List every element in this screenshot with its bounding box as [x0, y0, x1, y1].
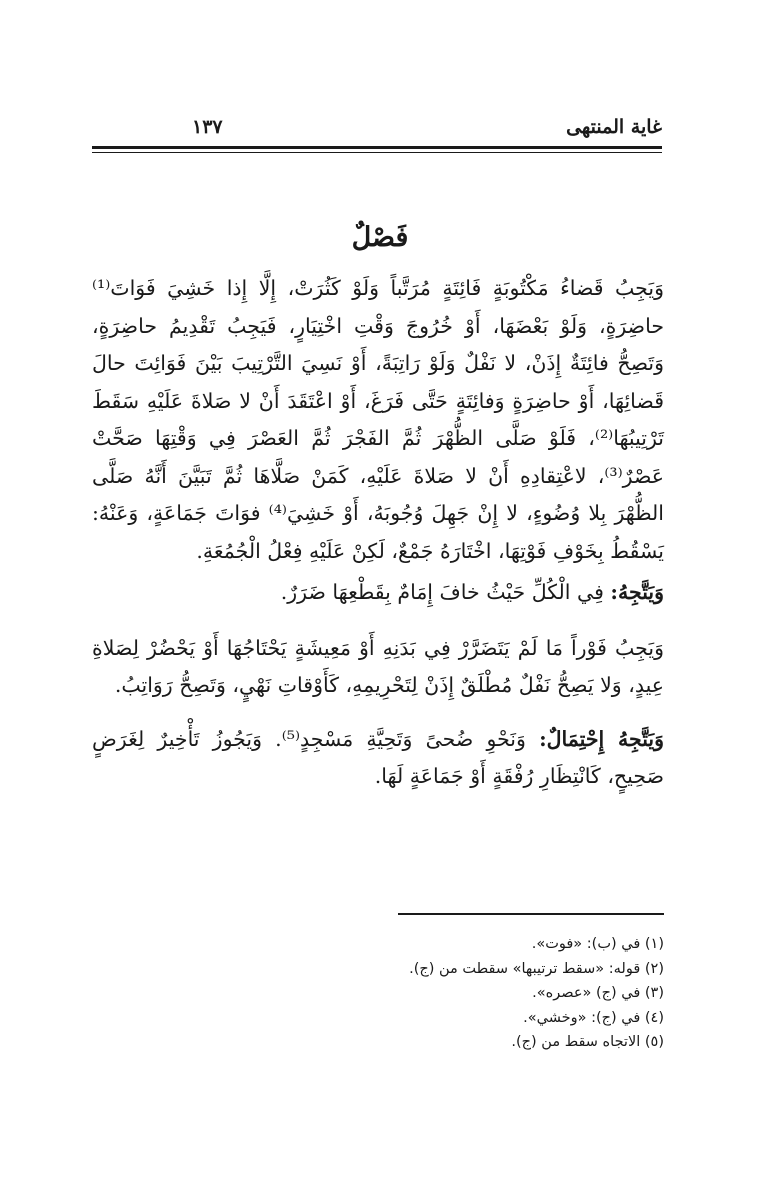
- paragraph-2-text: فِي الْكُلِّ حَيْثُ خافَ إِمَامٌ بِقَطْعِهَا ضَرَرٌ.: [280, 580, 611, 604]
- paragraph-4-lead: وَيَتَّجِهُ إِحْتِمَالٌ:: [539, 726, 665, 751]
- footnote: (١) في (ب): «فوت».: [531, 936, 664, 952]
- footnotes: [92, 932, 664, 1055]
- paragraph-2: [92, 574, 664, 612]
- header-rule-thick: [92, 146, 662, 149]
- footnote: (٥) الاتجاه سقط من (ج).: [511, 1034, 664, 1050]
- footnote: (٤) في (ج): «وخشي».: [523, 1009, 664, 1026]
- footnote: (٢) قوله: «سقط ترتيبها» سقطت من (ج).: [409, 960, 664, 977]
- paragraph-1: وَيَجِبُ قَضاءُ مَكْتُوبَةٍ فَائِتَةٍ مُرَتَّباً وَلَوْ كَثُرَتْ، إِلَّا إِذا خَشِيَ فَوَاتَ⁽¹⁾ حاضِرَةٍ، وَلَوْ بَعْضَهَا، أَوْ خُرُوجَ وَقْتِ اخْتِيَارٍ، فَيَجِبُ تَقْدِيمُ حاضِرَةٍ، وَتَصِحُّ فائِتَةٌ إِذَنْ، لا نَفْلٌ وَلَوْ رَاتِبَةً، أَوْ نَسِيَ التَّرْتِيبَ بَيْنَ فَوَائِتَ حالَ قَضائِهَا، أَوْ حاضِرَةٍ وَفائِتَةٍ حَتَّى فَرَغَ، أَوْ اعْتَقَدَ أَنْ لا صَلاةَ عَلَيْهِ سَقَطَ تَرْتِيبُهَا⁽²⁾، فَلَوْ صَلَّى الظُّهْرَ ثُمَّ الفَجْرَ ثُمَّ العَصْرَ فِي وَقْتِهَا صَحَّتْ عَصْرٌ⁽³⁾، لاعْتِقادِهِ أَنْ لا صَلاةَ عَلَيْهِ، كَمَنْ صَلَّاهَا ثُمَّ تَبَيَّنَ أَنَّهُ صَلَّى الظُّهْرَ بِلا وُضُوءٍ، لا إِنْ جَهِلَ وُجُوبَهُ، أَوْ خَشِيَ⁽⁴⁾ فوَاتَ جَمَاعَةٍ، وَعَنْهُ: يَسْقُطُ بِخَوْفِ فَوْتِهَا، اخْتَارَهُ جَمْعٌ، لَكِنْ عَلَيْهِ فِعْلُ الْجُمُعَةِ.: [92, 276, 664, 563]
- footnote-separator: [398, 913, 664, 915]
- footnote: (٣) في (ج) «عصره».: [532, 985, 664, 1001]
- paragraph-4-text: وَنَحْوِ ضُحىً وَتَحِيَّةِ مَسْجِدٍ⁽⁵⁾. وَيَجُوزُ تَأْخِيرٌ لِغَرَضٍ صَحِيحٍ، كَانْتِظَارِ رُفْقَةٍ أَوْ جَمَاعَةٍ لَهَا.: [92, 726, 664, 788]
- paragraph-2-lead: وَيَتَّجِهُ:: [610, 580, 664, 604]
- paragraph-3: وَيَجِبُ فَوْراً مَا لَمْ يَتَضَرَّرْ فِي بَدَنِهِ أَوْ مَعِيشَةٍ يَحْتَاجُهَا أَوْ يَحْضُرْ لِصَلاةِ عِيدٍ، وَلا يَصِحُّ نَفْلٌ مُطْلَقٌ إِذَنْ لِتَحْرِيمِهِ، كَأَوْقاتِ نَهْيٍ، وَتَصِحُّ رَوَاتِبُ.: [92, 635, 664, 697]
- page-number: ١٣٧: [192, 116, 223, 138]
- section-heading: فَصْلٌ: [351, 222, 409, 253]
- paragraph-4: [92, 721, 664, 796]
- running-title: غاية المنتهى: [566, 116, 662, 138]
- header-rule-thin: [92, 152, 662, 153]
- main-text: [92, 270, 664, 816]
- page-header: [92, 116, 662, 154]
